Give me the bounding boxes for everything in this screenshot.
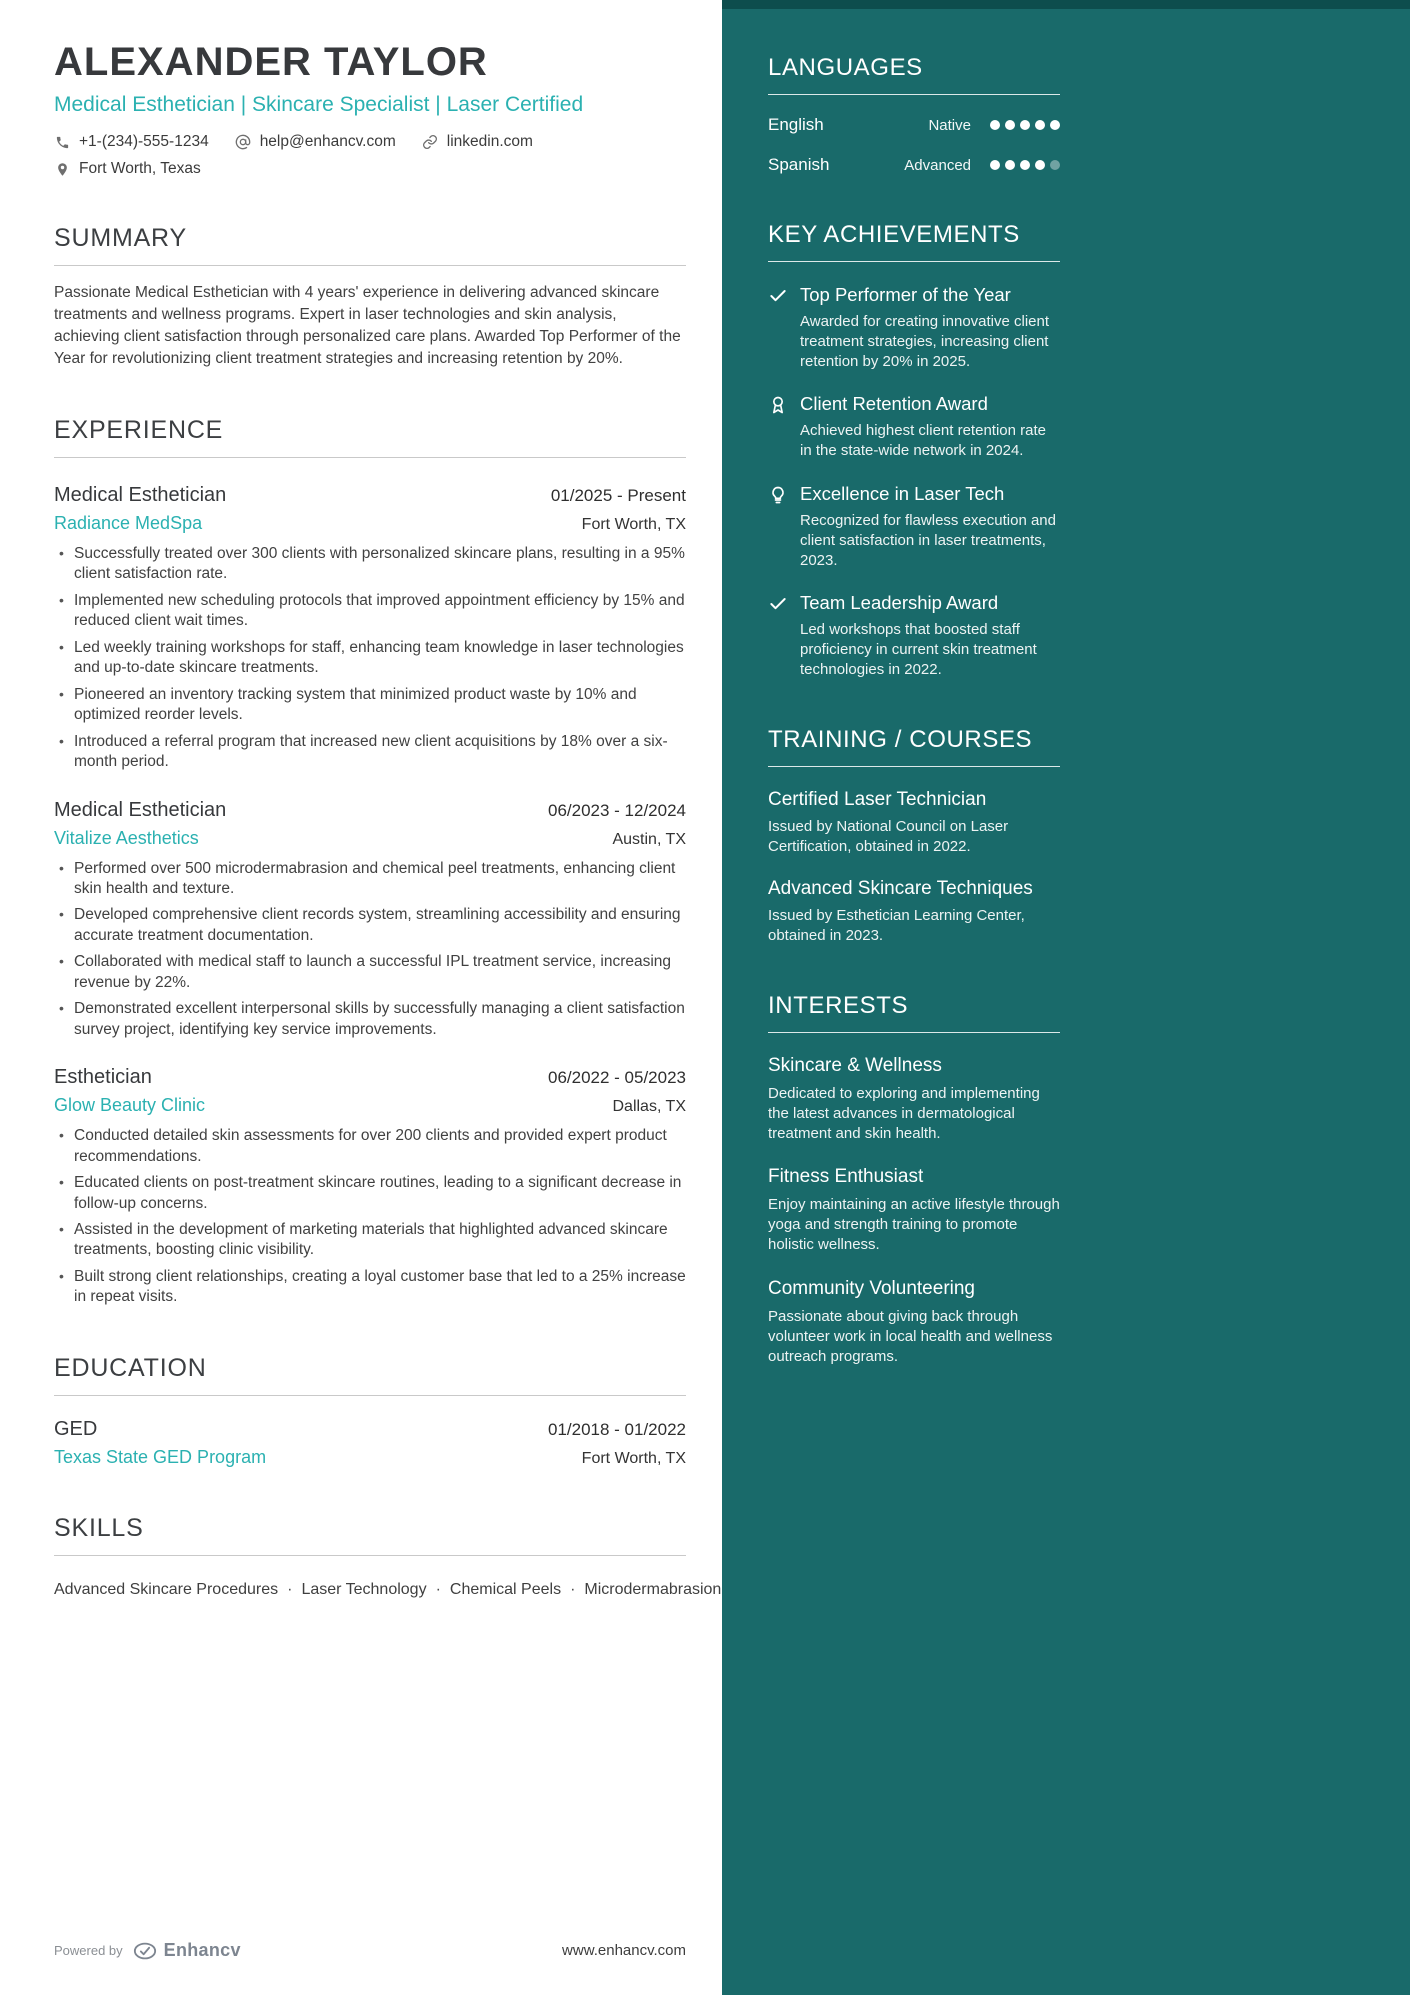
- email-address: help@enhancv.com: [259, 133, 396, 150]
- achievement-title: Excellence in Laser Tech: [800, 482, 1005, 504]
- interests-heading: INTERESTS: [768, 992, 1060, 1033]
- skills-list: [54, 1574, 722, 1607]
- job-dates: 01/2025 - Present: [550, 486, 686, 505]
- job-bullets: [54, 544, 686, 773]
- location-pin-icon: [54, 161, 71, 178]
- interest-description: Dedicated to exploring and implementing the latest advances in dermatological treatment and skin health.: [768, 1084, 1040, 1143]
- company-name: Radiance MedSpa: [54, 513, 203, 533]
- summary-heading: SUMMARY: [54, 224, 686, 266]
- job-location: Dallas, TX: [612, 1098, 686, 1116]
- job-bullets: [54, 859, 686, 1041]
- achievement-title: Client Retention Award: [800, 393, 988, 415]
- interest-title: Skincare & Wellness: [768, 1054, 942, 1076]
- education-dates: 01/2018 - 01/2022: [547, 1419, 686, 1439]
- achievement-item: [768, 393, 1060, 461]
- interest-title: Community Volunteering: [768, 1277, 975, 1299]
- language-name: Spanish: [768, 155, 830, 174]
- job-title: Medical Esthetician: [54, 798, 227, 821]
- skill-item: Chemical Peels ·: [450, 1581, 584, 1598]
- language-item: [768, 115, 1060, 135]
- experience-item: [54, 484, 686, 773]
- email-contact[interactable]: [235, 133, 396, 151]
- bullet: • Pioneered an inventory tracking system that minimized product waste by 10% and optimized reorder levels.: [54, 685, 686, 726]
- course-item: [768, 789, 1060, 857]
- skills-heading: SKILLS: [54, 1514, 686, 1556]
- bullet: • Assisted in the development of marketing materials that highlighted advanced skincare treatments, boosting clinic visibility.: [54, 1220, 686, 1261]
- phone-number: +1-(234)-555-1234: [79, 133, 209, 150]
- achievements-heading: KEY ACHIEVEMENTS: [768, 221, 1060, 262]
- training-heading: TRAINING / COURSES: [768, 726, 1060, 767]
- education-location: Fort Worth, TX: [581, 1449, 686, 1467]
- interest-description: Enjoy maintaining an active lifestyle through yoga and strength training to promote holistic wellness.: [768, 1196, 1060, 1254]
- education-heading: EDUCATION: [54, 1354, 686, 1396]
- company-name: Vitalize Aesthetics: [54, 827, 199, 848]
- language-name: English: [768, 115, 824, 134]
- language-item: [768, 155, 1060, 175]
- experience-item: [54, 1066, 686, 1308]
- language-level: Advanced: [904, 156, 971, 174]
- linkedin-contact[interactable]: [422, 133, 533, 151]
- school-name: Texas State GED Program: [54, 1446, 267, 1467]
- enhancv-logo: [133, 1940, 241, 1961]
- check-icon: [768, 592, 788, 679]
- course-description: Issued by National Council on Laser Certification, obtained in 2022.: [768, 817, 1009, 855]
- interest-title: Fitness Enthusiast: [768, 1166, 924, 1188]
- degree-title: GED: [54, 1417, 98, 1440]
- job-title: Medical Esthetician: [54, 484, 227, 506]
- achievement-description: Recognized for flawless execution and client satisfaction in laser treatments, 2023.: [800, 511, 1056, 569]
- experience-heading: EXPERIENCE: [54, 416, 686, 458]
- bullet: • Successfully treated over 300 clients with personalized skincare plans, resulting in a 95% client satisfaction rate.: [54, 544, 686, 585]
- course-title: Certified Laser Technician: [768, 788, 987, 810]
- skill-item: Laser Technology ·: [301, 1581, 449, 1598]
- job-dates: 06/2022 - 05/2023: [547, 1068, 686, 1088]
- bullet: • Demonstrated excellent interpersonal skills by successfully managing a client satisfaction survey project, identifying key service improvements.: [54, 999, 686, 1040]
- job-bullets: [54, 1126, 686, 1308]
- bullet: • Introduced a referral program that increased new client acquisitions by 18% over a six-month period.: [54, 732, 686, 773]
- education-item: [54, 1418, 686, 1468]
- skill-item: Advanced Skincare Procedures ·: [54, 1581, 301, 1598]
- job-title: Esthetician: [54, 1066, 152, 1089]
- experience-item: [54, 799, 686, 1041]
- achievement-item: [768, 483, 1060, 570]
- language-level: Native: [928, 116, 971, 134]
- bullet: • Led weekly training workshops for staff, enhancing team knowledge in laser technologies and up-to-date skincare treatments.: [54, 638, 686, 679]
- enhancv-site-link[interactable]: www.enhancv.com: [562, 1942, 686, 1959]
- achievement-description: Led workshops that boosted staff proficiency in current skin treatment technologies in 2022.: [800, 621, 1037, 678]
- at-sign-icon: [235, 134, 252, 151]
- course-item: [768, 878, 1060, 946]
- location-contact: [54, 160, 201, 178]
- phone-icon: [54, 134, 71, 151]
- language-proficiency-dots: [985, 120, 1060, 130]
- interest-description: Passionate about giving back through volunteer work in local health and wellness outreach programs.: [768, 1307, 1053, 1365]
- linkedin-url: linkedin.com: [446, 133, 533, 150]
- check-icon: [768, 284, 788, 371]
- skill-item: Microdermabrasion ·: [584, 1581, 744, 1598]
- languages-heading: LANGUAGES: [768, 54, 1060, 95]
- powered-by-label: Powered by: [54, 1943, 123, 1958]
- bullet: • Built strong client relationships, creating a loyal customer base that led to a 25% increase in repeat visits.: [54, 1267, 686, 1308]
- bullet: • Developed comprehensive client records system, streamlining accessibility and ensuring accurate treatment documentation.: [54, 905, 686, 946]
- location-text: Fort Worth, Texas: [79, 160, 201, 177]
- link-icon: [422, 134, 439, 151]
- achievement-description: Awarded for creating innovative client treatment strategies, increasing client retention by 20% in 2025.: [800, 313, 1050, 370]
- bullet: • Performed over 500 microdermabrasion and chemical peel treatments, enhancing client skin health and texture.: [54, 859, 686, 900]
- interest-item: [768, 1055, 1060, 1144]
- language-proficiency-dots: [985, 160, 1060, 170]
- achievement-item: [768, 284, 1060, 371]
- footer: [54, 1940, 686, 1961]
- bullet: • Implemented new scheduling protocols that improved appointment efficiency by 15% and reduced client wait times.: [54, 591, 686, 632]
- enhancv-wordmark: Enhancv: [163, 1940, 241, 1960]
- lightbulb-icon: [768, 483, 788, 570]
- powered-by: [54, 1940, 241, 1961]
- achievement-title: Team Leadership Award: [800, 592, 999, 614]
- achievement-item: [768, 592, 1060, 679]
- achievement-description: Achieved highest client retention rate in the state-wide network in 2024.: [800, 422, 1046, 460]
- summary-text: Passionate Medical Esthetician with 4 years' experience in delivering advanced skincare treatments and wellness programs. Expert in laser technologies and skin analysis, achieving client satisfaction through personalized care plans. Awarded Top Performer of the Year for revolutionizing client treatment strategies and increasing retention by 20%.: [54, 284, 681, 367]
- bullet: • Collaborated with medical staff to launch a successful IPL treatment service, increasing revenue by 22%.: [54, 952, 686, 993]
- bullet: • Educated clients on post-treatment skincare routines, leading to a significant decrease in follow-up concerns.: [54, 1173, 686, 1214]
- award-icon: [768, 393, 788, 461]
- sidebar: [722, 0, 1410, 1995]
- interest-item: [768, 1166, 1060, 1255]
- bullet: • Conducted detailed skin assessments for over 200 clients and provided expert product recommendations.: [54, 1126, 686, 1167]
- job-location: Austin, TX: [612, 830, 686, 848]
- candidate-name: ALEXANDER TAYLOR: [54, 40, 488, 84]
- course-description: Issued by Esthetician Learning Center, obtained in 2023.: [768, 907, 1025, 945]
- job-location: Fort Worth, TX: [581, 516, 686, 533]
- phone-contact: [54, 133, 209, 151]
- job-dates: 06/2023 - 12/2024: [547, 800, 686, 820]
- candidate-headline: Medical Esthetician | Skincare Specialist | Laser Certified: [54, 93, 584, 116]
- interest-item: [768, 1278, 1060, 1367]
- course-title: Advanced Skincare Techniques: [768, 878, 1033, 900]
- contact-info: [54, 133, 686, 178]
- achievement-title: Top Performer of the Year: [800, 284, 1011, 305]
- company-name: Glow Beauty Clinic: [54, 1095, 206, 1116]
